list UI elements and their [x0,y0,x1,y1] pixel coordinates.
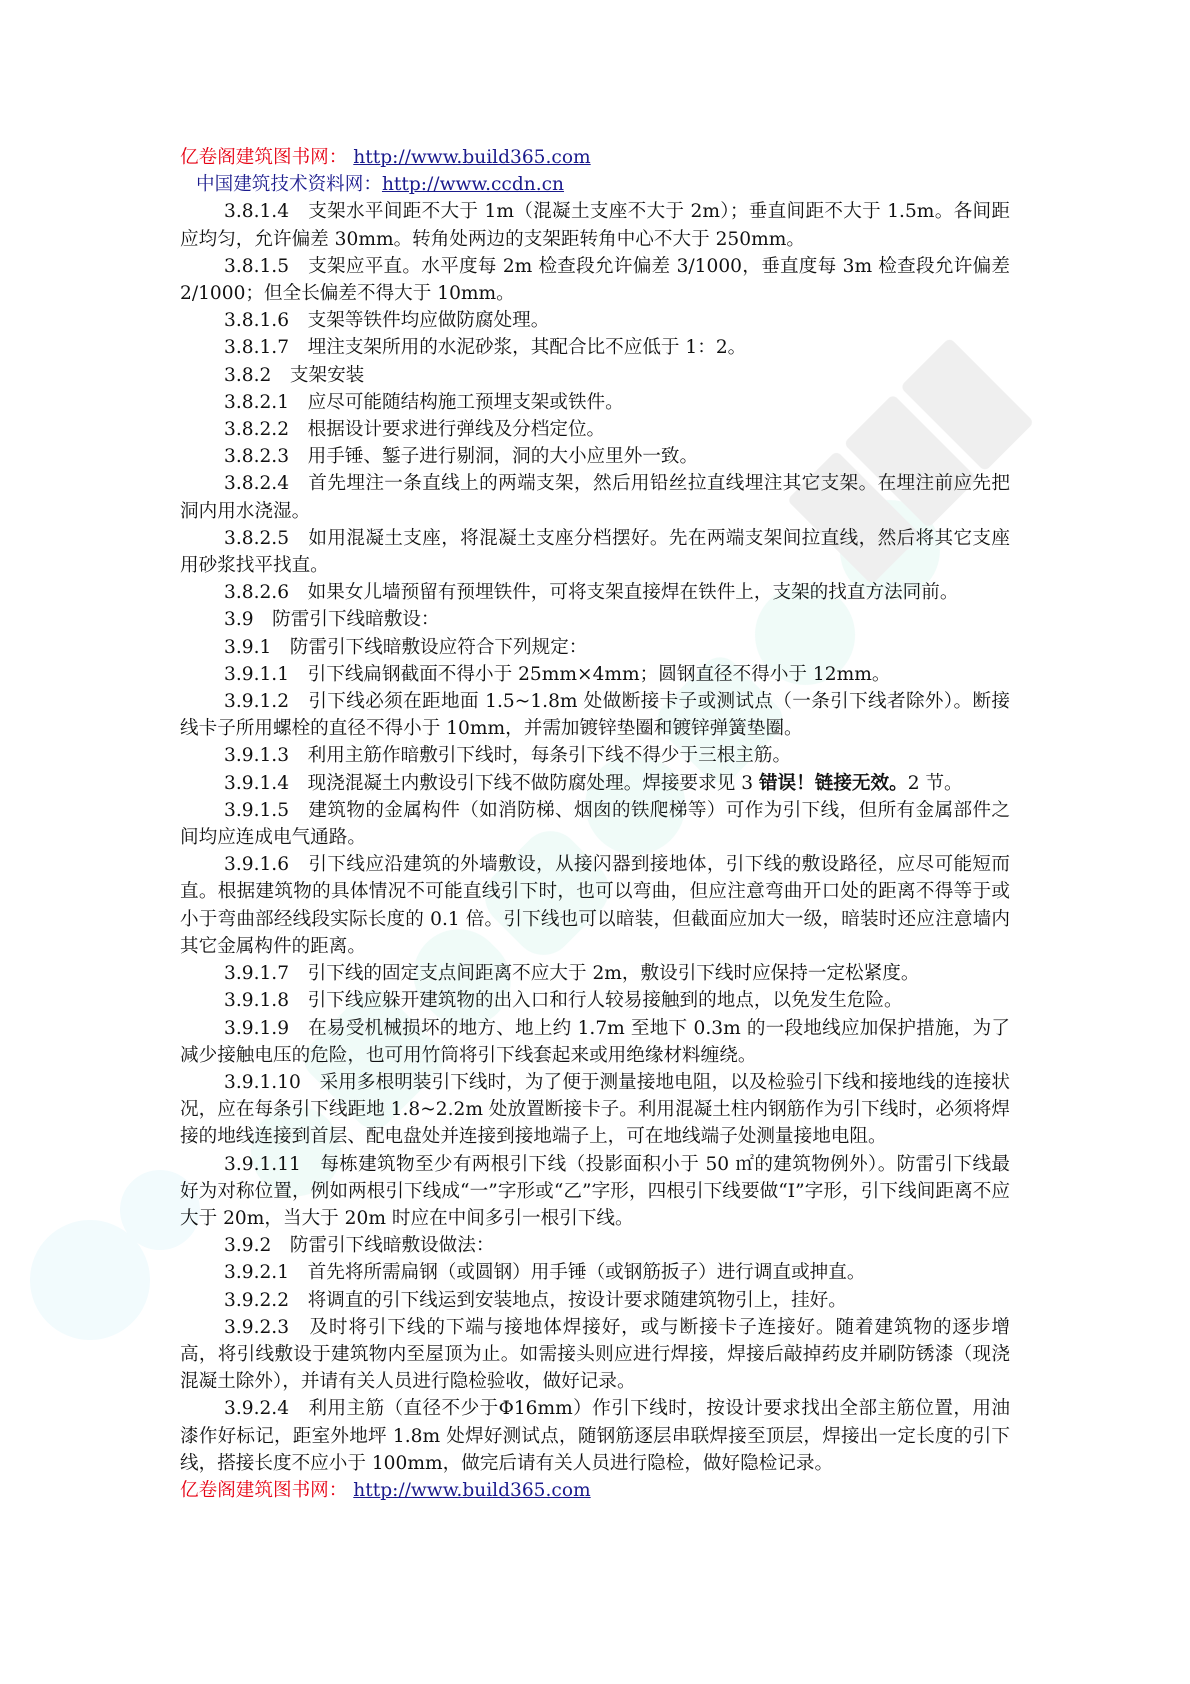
footer-site1-label: 亿卷阁建筑图书网： [180,1479,348,1501]
paragraph: 3.9.1.8 引下线应躲开建筑物的出入口和行人较易接触到的地点，以免发生危险。 [224,990,903,1012]
paragraph-3914-text: 3.9.1.4 现浇混凝土内敷设引下线不做防腐处理。焊接要求见 3 [224,772,759,794]
paragraph: 3.9.1.9 在易受机械损坏的地方、地上约 1.7m 至地下 0.3m 的一段地线应加保护措施，为了减少接触电压的危险，也可用竹筒将引下线套起来或用绝缘材料缠绕。 [180,1017,1010,1066]
paragraph: 3.9.1.11 每栋建筑物至少有两根引下线（投影面积小于 50 ㎡的建筑物例外）。防雷引下线最好为对称位置，例如两根引下线成“一”字形或“乙”字形，四根引下线要做“I”字形，引下线间距离不应大于 20m，当大于 20m 时应在中间多引一根引下线。 [180,1153,1010,1229]
header-site2-link[interactable]: http://www.ccdn.cn [381,174,565,196]
section-heading: 3.8.2 支架安装 [224,364,365,386]
paragraph: 3.9.1.3 利用主筋作暗敷引下线时，每条引下线不得少于三根主筋。 [224,745,792,767]
footer-site1 [180,1477,1010,1504]
paragraph: 3.8.2.1 应尽可能随结构施工预埋支架或铁件。 [224,391,624,413]
paragraph: 3.8.2.4 首先埋注一条直线上的两端支架，然后用铅丝拉直线埋注其它支架。在埋注前应先把洞内用水浇湿。 [180,473,1010,522]
paragraph: 3.8.1.6 支架等铁件均应做防腐处理。 [224,310,550,332]
section-heading: 3.9.1 防雷引下线暗敷设应符合下列规定： [224,636,588,658]
paragraph: 3.8.2.5 如用混凝土支座，将混凝土支座分档摆好。先在两端支架间拉直线，然后将其它支座用砂浆找平找直。 [180,527,1010,577]
paragraph: 3.8.1.5 支架应平直。水平度每 2m 检查段允许偏差 3/1000，垂直度每 3m 检查段允许偏差 2/1000；但全长偏差不得大于 10mm。 [180,255,1010,305]
paragraph: 3.9.1.6 引下线应沿建筑的外墙敷设，从接闪器到接地体，引下线的敷设路径，应尽可能短而直。根据建筑物的具体情况不可能直线引下时，也可以弯曲，但应注意弯曲开口处的距离不得等于或小于弯曲部经线段实际长度的 0.1 倍。引下线也可以暗装，但截面应加大一级，暗装时还应注意墙内其它金属构件的距离。 [180,854,1010,957]
paragraph: 3.9.1.2 引下线必须在距地面 1.5~1.8m 处做断接卡子或测试点（一条引下线者除外）。断接线卡子所用螺栓的直径不得小于 10mm，并需加镀锌垫圈和镀锌弹簧垫圈。 [180,691,1010,740]
paragraph: 3.8.2.6 如果女儿墙预留有预埋铁件，可将支架直接焊在铁件上，支架的找直方法同前。 [224,582,959,604]
paragraph: 3.9.2.1 首先将所需扁钢（或圆钢）用手锤（或钢筋扳子）进行调直或抻直。 [224,1262,866,1284]
paragraph: 3.8.2.2 根据设计要求进行弹线及分档定位。 [224,419,606,441]
paragraph: 3.9.2.2 将调直的引下线运到安装地点，按设计要求随建筑物引上，挂好。 [224,1289,847,1311]
paragraph-3914 [180,770,1010,797]
header-site2-label: 中国建筑技术资料网： [196,174,382,196]
paragraph: 3.9.2.3 及时将引下线的下端与接地体焊接好，或与断接卡子连接好。随着建筑物的逐步增高，将引线敷设于建筑物内至屋顶为止。如需接头则应进行焊接，焊接后敲掉药皮并刷防锈漆（现浇混凝土除外），并请有关人员进行隐检验收，做好记录。 [180,1316,1010,1393]
header-site2 [180,171,1010,198]
section-heading: 3.9.2 防雷引下线暗敷设做法： [224,1235,495,1257]
paragraph: 3.9.1.10 采用多根明装引下线时，为了便于测量接地电阻，以及检验引下线和接地线的连接状况，应在每条引下线距地 1.8~2.2m 处放置断接卡子。利用混凝土柱内钢筋作为引下线时，必须将焊接的地线连接到首层、配电盘处并连接到接地端子上，可在地线端子处测量接地电阻。 [180,1071,1010,1148]
header-site1-label: 亿卷阁建筑图书网： [180,147,348,168]
paragraph: 3.9.1.5 建筑物的金属构件（如消防梯、烟囱的铁爬梯等）可作为引下线，但所有金属部件之间均应连成电气通路。 [180,799,1010,849]
header-site1 [180,144,1010,171]
paragraph: 3.9.1.1 引下线扁钢截面不得小于 25mm×4mm；圆钢直径不得小于 12mm。 [224,663,891,685]
paragraph: 3.8.1.4 支架水平间距不大于 1m（混凝土支座不大于 2m）；垂直间距不大于 1.5m。各间距应均匀，允许偏差 30mm。转角处两边的支架距转角中心不大于 250mm。 [180,201,1010,250]
paragraph-3914-tail: 2 节。 [907,772,963,794]
broken-link-error[interactable]: 错误！链接无效。 [758,772,908,794]
paragraph: 3.8.1.7 埋注支架所用的水泥砂浆，其配合比不应低于 1：2。 [224,337,747,359]
paragraph: 3.9.1.7 引下线的固定支点间距离不应大于 2m，敷设引下线时应保持一定松紧度。 [224,963,920,985]
footer-site1-link[interactable]: http://www.build365.com [353,1479,591,1501]
paragraph: 3.8.2.3 用手锤、錾子进行剔洞，洞的大小应里外一致。 [224,446,699,468]
header-site1-link[interactable]: http://www.build365.com [353,147,591,168]
paragraph: 3.9.2.4 利用主筋（直径不少于Φ16mm）作引下线时，按设计要求找出全部主筋位置，用油漆作好标记，距室外地坪 1.8m 处焊好测试点，随钢筋逐层串联焊接至顶层，焊接出一定长度的引下线，搭接长度不应小于 100mm，做完后请有关人员进行隐检，做好隐检记录。 [180,1398,1010,1474]
section-heading: 3.9 防雷引下线暗敷设： [224,609,440,631]
document-page [180,144,1010,1504]
